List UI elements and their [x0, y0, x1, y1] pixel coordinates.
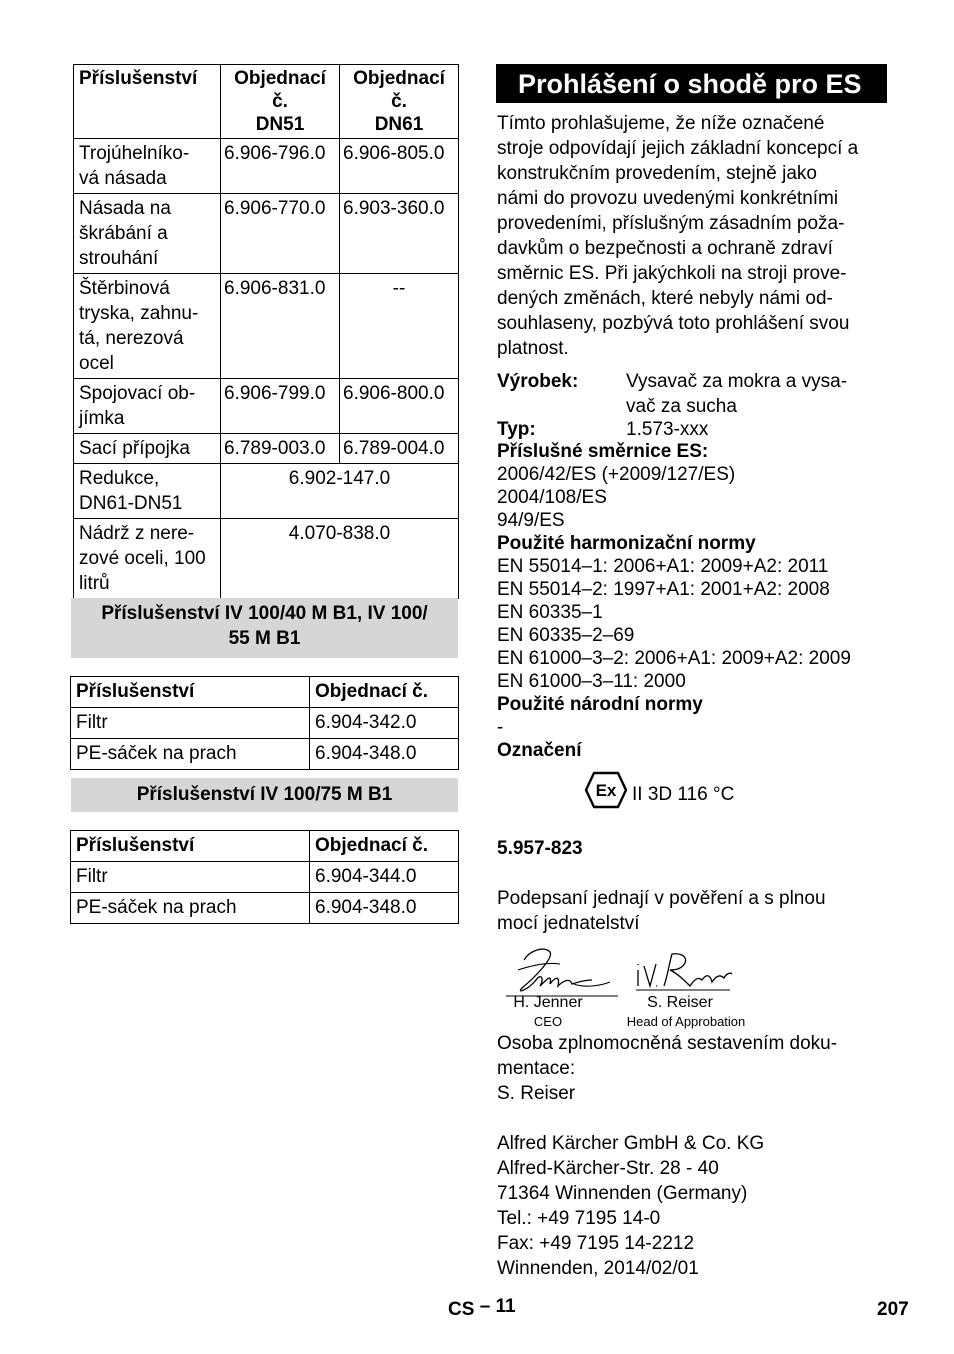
order-dn51: 6.906-799.0: [221, 379, 340, 434]
table-header-row: [74, 65, 459, 139]
order-dn61: 6.903-360.0: [340, 194, 459, 274]
table-row: [71, 862, 459, 893]
doc-number: 5.957-823: [497, 838, 583, 859]
order-dn51: 6.906-831.0: [221, 274, 340, 379]
order-dn51: 6.906-770.0: [221, 194, 340, 274]
table-row: [74, 434, 459, 464]
table-row: [74, 194, 459, 274]
table-row: [74, 139, 459, 194]
footer-language-page: [448, 1297, 516, 1322]
accessory-name: Násada na škrábání a strouhání: [74, 194, 221, 274]
signatories-note: Podepsaní jednají v pověření a s plnou mocí jednatelství: [497, 888, 826, 934]
table-row: [74, 464, 459, 519]
product-value: Vysavač za mokra a vysa- vač za sucha: [626, 371, 848, 417]
order-number: 6.904-348.0: [310, 739, 459, 770]
directive-item: 2004/108/ES: [497, 487, 607, 508]
accessories-table-iv100-75: [70, 830, 459, 924]
order-dn61: --: [340, 274, 459, 379]
standard-item: EN 55014–1: 2006+A1: 2009+A2: 2011: [497, 556, 829, 577]
accessories-table-iv100-40: [70, 676, 459, 770]
accessory-name: Sací přípojka: [74, 434, 221, 464]
table-row: [74, 274, 459, 379]
type-value: 1.573-xxx: [626, 419, 709, 440]
order-dn61: 6.906-805.0: [340, 139, 459, 194]
table-row: [71, 708, 459, 739]
accessory-name: Nádrž z nere- zové oceli, 100 litrů: [74, 519, 221, 599]
declaration-heading: Prohlášení o shodě pro ES: [496, 64, 887, 103]
order-number: 6.904-342.0: [310, 708, 459, 739]
national-label: Použité národní normy: [497, 694, 703, 715]
national-value: -: [497, 717, 504, 738]
company-address: Alfred Kärcher GmbH & Co. KG Alfred-Kärcher-Str. 28 - 40 71364 Winnenden (Germany) Tel.: +49 7195 14-0 Fax: +49 7195 14-2212 Winnenden, 2014/02/01: [497, 1133, 765, 1279]
type-label: Typ:: [497, 419, 536, 440]
standards-block: [497, 440, 897, 762]
table-row: [71, 893, 459, 924]
accessory-name: Trojúhelníko- vá násada: [74, 139, 221, 194]
header-order-dn51: Objednací č. DN51: [221, 65, 340, 139]
table-row: [74, 519, 459, 599]
header-order-number: Objednací č.: [310, 677, 459, 708]
product-label: Výrobek:: [497, 371, 579, 392]
header-accessory: Příslušenství: [71, 677, 310, 708]
authorized-person: Osoba zplnomocněná sestavením doku- mentace: S. Reiser: [497, 1033, 838, 1104]
order-both: 6.902-147.0: [221, 464, 459, 519]
signatory-2-role: Head of Approbation: [626, 1014, 746, 1029]
standard-item: EN 55014–2: 1997+A1: 2001+A2: 2008: [497, 579, 830, 600]
standard-item: EN 60335–2–69: [497, 625, 635, 646]
signatory-1-name: H. Jenner: [513, 994, 583, 1011]
header-accessory: Příslušenství: [74, 65, 221, 139]
standard-item: EN 60335–1: [497, 602, 603, 623]
svg-text:Ex: Ex: [595, 781, 617, 800]
header-accessory: Příslušenství: [71, 831, 310, 862]
standard-item: EN 61000–3–11: 2000: [497, 671, 686, 692]
directives-label: Příslušné směrnice ES:: [497, 441, 709, 462]
ex-marking-icon: [584, 771, 628, 809]
accessories-table-main: [73, 64, 459, 599]
accessory-name: Filtr: [71, 862, 310, 893]
table-header-row: [71, 831, 459, 862]
directive-item: 2006/42/ES (+2009/127/ES): [497, 464, 736, 485]
order-both: 4.070-838.0: [221, 519, 459, 599]
standard-item: EN 61000–3–2: 2006+A1: 2009+A2: 2009: [497, 648, 851, 669]
accessory-name: PE-sáček na prach: [71, 893, 310, 924]
section-heading-iv100-75: Příslušenství IV 100/75 M B1: [71, 778, 458, 812]
footer-lang: CS: [448, 1299, 475, 1320]
signatory-2-name: S. Reiser: [647, 994, 713, 1011]
table-row: [74, 379, 459, 434]
order-dn61: 6.906-800.0: [340, 379, 459, 434]
marking-label: Označení: [497, 740, 582, 761]
accessory-name: Filtr: [71, 708, 310, 739]
table-row: [71, 739, 459, 770]
signature-reiser: [628, 950, 738, 996]
accessory-name: PE-sáček na prach: [71, 739, 310, 770]
harmonized-label: Použité harmonizační normy: [497, 533, 756, 554]
header-order-dn61: Objednací č. DN61: [340, 65, 459, 139]
order-number: 6.904-344.0: [310, 862, 459, 893]
accessory-name: Redukce, DN61-DN51: [74, 464, 221, 519]
accessory-name: Štěrbinová tryska, zahnu- tá, nerezová ocel: [74, 274, 221, 379]
signatory-1-role: CEO: [533, 1014, 563, 1029]
footer-lang-page: – 11: [479, 1296, 516, 1317]
order-dn61: 6.789-004.0: [340, 434, 459, 464]
order-dn51: 6.789-003.0: [221, 434, 340, 464]
ex-marking-text: II 3D 116 °C: [632, 784, 735, 805]
order-dn51: 6.906-796.0: [221, 139, 340, 194]
header-order-number: Objednací č.: [310, 831, 459, 862]
order-number: 6.904-348.0: [310, 893, 459, 924]
footer-page-number: 207: [877, 1299, 909, 1320]
table-header-row: [71, 677, 459, 708]
accessory-name: Spojovací ob- jímka: [74, 379, 221, 434]
section-heading-iv100-40: Příslušenství IV 100/40 M B1, IV 100/ 55 M B1: [71, 598, 458, 658]
declaration-intro: Tímto prohlašujeme, že níže označené stroje odpovídají jejich základní koncepcí a konstrukčním provedením, stejně jako námi do provozu uvedenými konkrétními provedeními, příslušným zásadním poža- davkům o bezpečnosti a ochraně zdraví směrnic ES. Při jakýchkoli na stroji prove- dených změnách, které nebyly námi od- souhlaseny, pozbývá toto prohlášení svou platnost.: [497, 113, 859, 359]
directive-item: 94/9/ES: [497, 510, 565, 531]
